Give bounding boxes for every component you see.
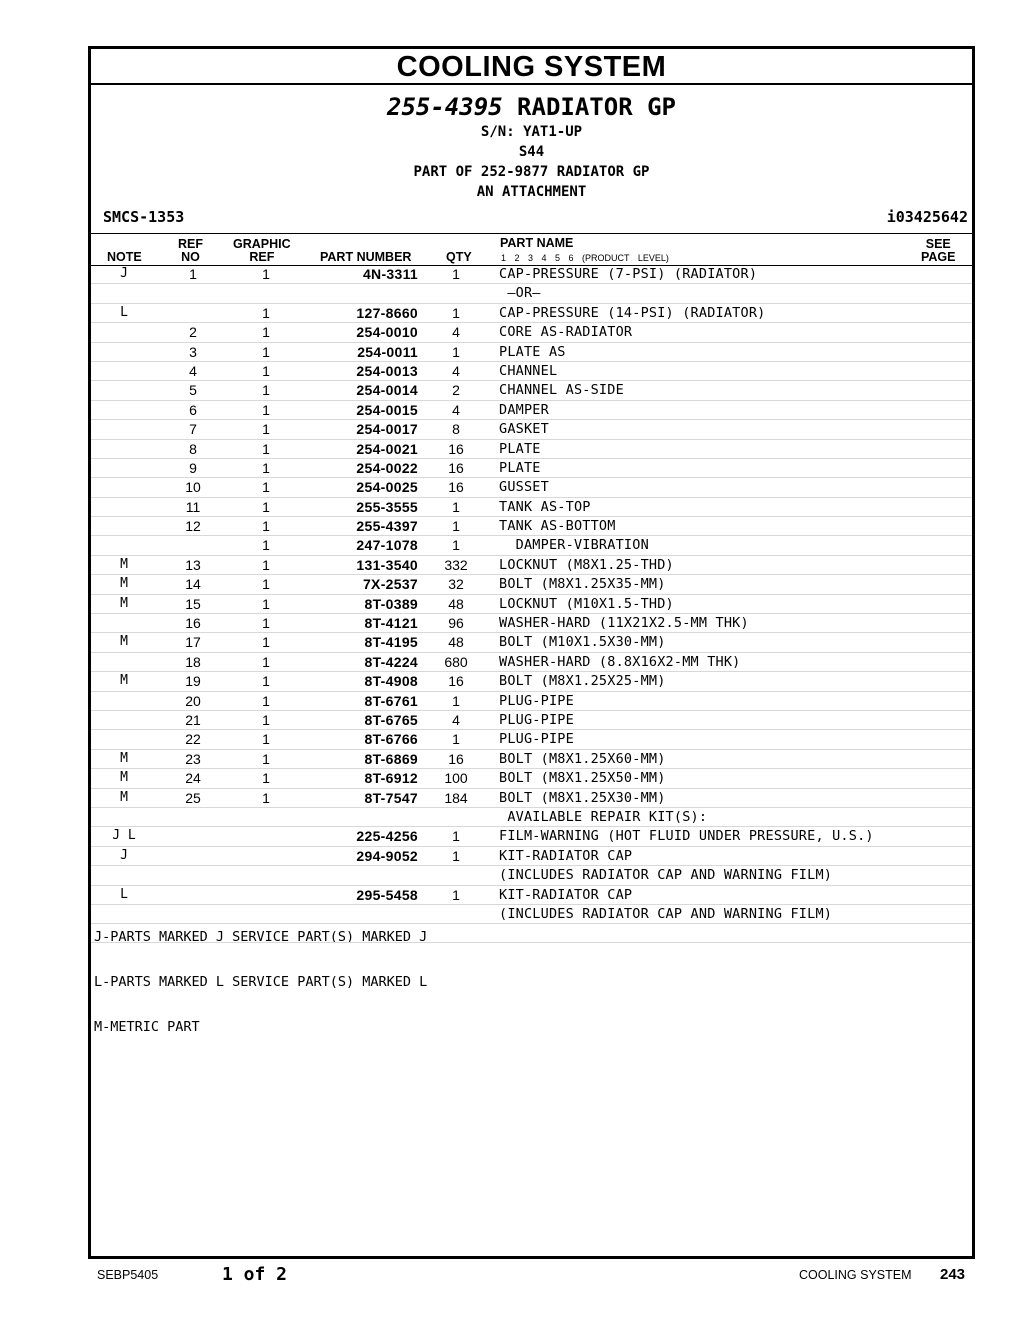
row-part-number: 254-0017: [356, 421, 418, 438]
row-graphic-ref: 1: [262, 556, 270, 573]
row-ref-no: 8: [189, 440, 197, 457]
col-part-name: PART NAME: [500, 236, 574, 250]
group-number: 255-4395: [387, 93, 503, 121]
row-graphic-ref: 1: [262, 615, 270, 632]
row-qty: 48: [448, 634, 464, 651]
row-qty: 680: [444, 653, 468, 670]
attachment-line: AN ATTACHMENT: [476, 184, 587, 200]
row-graphic-ref: 1: [262, 479, 270, 496]
row-part-name: PLATE AS: [499, 343, 566, 360]
row-graphic-ref: 1: [262, 692, 270, 709]
footer-section: COOLING SYSTEM: [799, 1268, 912, 1282]
row-part-number: 255-4397: [356, 518, 418, 535]
table-row: [91, 304, 972, 323]
row-part-number: 254-0015: [356, 401, 418, 418]
row-ref-no: 4: [189, 362, 197, 379]
row-graphic-ref: 1: [262, 421, 270, 438]
row-qty: 332: [444, 556, 468, 573]
table-row: [91, 847, 972, 866]
row-part-number: 294-9052: [356, 847, 418, 864]
row-part-number: 7X-2537: [362, 576, 418, 593]
row-qty: 184: [444, 789, 468, 806]
row-part-name: BOLT (M8X1.25X50-MM): [499, 770, 666, 787]
row-part-number: 8T-6761: [364, 692, 418, 709]
row-ref-no: 16: [185, 615, 201, 632]
row-qty: 1: [452, 537, 460, 554]
row-graphic-ref: 1: [262, 653, 270, 670]
row-graphic-ref: 1: [262, 750, 270, 767]
row-ref-no: 1: [189, 266, 197, 282]
row-note: M: [120, 770, 128, 786]
note-line: J-PARTS MARKED J SERVICE PART(S) MARKED J: [94, 929, 428, 945]
row-ref-no: 9: [189, 459, 197, 476]
table-row: [91, 362, 972, 381]
row-graphic-ref: 1: [262, 518, 270, 535]
row-graphic-ref: 1: [262, 711, 270, 728]
row-ref-no: 10: [185, 479, 201, 496]
row-graphic-ref: 1: [262, 266, 270, 282]
table-row: [91, 401, 972, 420]
row-part-number: 8T-6912: [364, 770, 418, 787]
row-part-number: 8T-7547: [364, 789, 418, 806]
row-graphic-ref: 1: [262, 673, 270, 690]
row-qty: 1: [452, 343, 460, 360]
row-part-name: PLATE: [499, 459, 541, 476]
row-part-number: 254-0022: [356, 459, 418, 476]
row-part-name: BOLT (M8X1.25X25-MM): [499, 673, 666, 690]
row-part-name: PLATE: [499, 440, 541, 457]
row-graphic-ref: 1: [262, 731, 270, 748]
row-part-name: CHANNEL AS-SIDE: [499, 382, 624, 399]
row-qty: 1: [452, 692, 460, 709]
row-qty: 1: [452, 731, 460, 748]
table-row: [91, 323, 972, 342]
row-part-name: BOLT (M8X1.25X60-MM): [499, 750, 666, 767]
row-part-number: 4N-3311: [362, 266, 418, 282]
row-graphic-ref: 1: [262, 770, 270, 787]
row-ref-no: 5: [189, 382, 197, 399]
serial-range: S/N: YAT1-UP: [480, 124, 583, 140]
table-row: [91, 595, 972, 614]
smcs-code: SMCS-1353: [103, 208, 185, 226]
col-graphic-ref: GRAPHIC REF: [233, 237, 291, 264]
table-row: [91, 420, 972, 439]
row-graphic-ref: 1: [262, 459, 270, 476]
row-qty: 96: [448, 615, 464, 632]
part-of-line: PART OF 252-9877 RADIATOR GP: [413, 164, 650, 180]
row-part-name: LOCKNUT (M10X1.5-THD): [499, 595, 674, 612]
row-qty: 1: [452, 498, 460, 515]
parts-page-frame: [88, 46, 975, 1259]
row-part-number: 8T-4908: [364, 673, 418, 690]
row-qty: 16: [448, 440, 464, 457]
row-part-number: 254-0011: [357, 343, 418, 360]
parts-table: [91, 265, 972, 924]
col-ref-no: REF NO: [178, 237, 203, 264]
row-ref-no: 2: [189, 324, 197, 341]
row-graphic-ref: 1: [262, 440, 270, 457]
row-qty: 32: [448, 576, 464, 593]
column-header-row: [91, 233, 972, 266]
row-part-number: 8T-0389: [364, 595, 418, 612]
table-row: [91, 536, 972, 555]
footer-page-of: 1 of 2: [222, 1264, 288, 1285]
footer-doc-number: SEBP5405: [97, 1268, 159, 1282]
row-qty: 16: [448, 479, 464, 496]
table-row: [91, 440, 972, 459]
row-qty: 4: [452, 711, 460, 728]
notes-block: [94, 900, 427, 1065]
row-part-number: 8T-4121: [364, 615, 418, 632]
row-ref-no: 24: [185, 770, 201, 787]
col-qty: QTY: [446, 250, 472, 264]
table-row: [91, 265, 972, 284]
row-part-number: 254-0021: [356, 440, 418, 457]
row-graphic-ref: 1: [262, 634, 270, 651]
row-qty: 1: [452, 828, 460, 845]
row-part-name: TANK AS-BOTTOM: [499, 518, 616, 535]
row-part-name: GUSSET: [499, 479, 549, 496]
row-qty: 100: [444, 770, 468, 787]
table-row: [91, 769, 972, 788]
row-part-name: BOLT (M8X1.25X35-MM): [499, 576, 666, 593]
row-part-name: CORE AS-RADIATOR: [499, 324, 633, 341]
table-row: [91, 343, 972, 362]
row-qty: 1: [452, 304, 460, 321]
row-part-number: 225-4256: [356, 828, 418, 845]
row-ref-no: 19: [185, 673, 201, 690]
row-part-number: 127-8660: [356, 304, 418, 321]
row-qty: 16: [448, 750, 464, 767]
row-part-name: KIT-RADIATOR CAP: [499, 847, 633, 864]
row-part-name: DAMPER-VIBRATION: [499, 537, 649, 554]
table-row: [91, 614, 972, 633]
table-row: [91, 633, 972, 652]
table-row: [91, 672, 972, 691]
table-row: [91, 730, 972, 749]
row-ref-no: 3: [189, 343, 197, 360]
row-part-name: PLUG-PIPE: [499, 692, 574, 709]
table-row: [91, 653, 972, 672]
row-part-name: CAP-PRESSURE (7-PSI) (RADIATOR): [499, 266, 758, 282]
row-part-number: 295-5458: [356, 886, 418, 903]
table-row: [91, 711, 972, 730]
table-row: [91, 575, 972, 594]
table-row: [91, 750, 972, 769]
row-part-number: 247-1078: [356, 537, 418, 554]
row-part-name: DAMPER: [499, 401, 549, 418]
row-graphic-ref: 1: [262, 343, 270, 360]
row-graphic-ref: 1: [262, 382, 270, 399]
row-ref-no: 20: [185, 692, 201, 709]
row-part-name: —OR—: [499, 285, 541, 302]
note-line: M-METRIC PART: [94, 1019, 200, 1035]
row-qty: 4: [452, 324, 460, 341]
row-part-number: 8T-6765: [364, 711, 418, 728]
row-qty: 48: [448, 595, 464, 612]
row-ref-no: 21: [185, 711, 201, 728]
row-note: M: [120, 556, 128, 572]
table-row: [91, 498, 972, 517]
row-qty: 16: [448, 673, 464, 690]
row-note: M: [120, 595, 128, 611]
row-qty: 4: [452, 362, 460, 379]
row-qty: 4: [452, 401, 460, 418]
table-row: [91, 284, 972, 303]
col-part-number: PART NUMBER: [320, 250, 412, 264]
row-ref-no: 12: [185, 518, 201, 535]
row-qty: 1: [452, 886, 460, 903]
table-row: [91, 517, 972, 536]
group-name: RADIATOR GP: [517, 93, 676, 121]
row-part-name: (INCLUDES RADIATOR CAP AND WARNING FILM): [499, 867, 833, 884]
table-row: [91, 478, 972, 497]
note-line: L-PARTS MARKED L SERVICE PART(S) MARKED L: [94, 974, 428, 990]
footer-page-number: 243: [940, 1266, 966, 1283]
row-part-name: GASKET: [499, 421, 549, 438]
col-product-levels: 1 2 3 4 5 6 (PRODUCT LEVEL): [501, 253, 669, 263]
row-note: M: [120, 634, 128, 650]
row-graphic-ref: 1: [262, 401, 270, 418]
row-note: J: [120, 266, 128, 281]
row-graphic-ref: 1: [262, 304, 270, 321]
table-row: [91, 866, 972, 885]
row-part-name: LOCKNUT (M8X1.25-THD): [499, 556, 674, 573]
row-part-name: BOLT (M10X1.5X30-MM): [499, 634, 666, 651]
row-part-number: 131-3540: [356, 556, 418, 573]
row-ref-no: 13: [185, 556, 201, 573]
table-row: [91, 381, 972, 400]
row-graphic-ref: 1: [262, 576, 270, 593]
row-part-name: WASHER-HARD (8.8X16X2-MM THK): [499, 653, 741, 670]
row-part-number: 254-0010: [356, 324, 418, 341]
row-graphic-ref: 1: [262, 537, 270, 554]
row-note: M: [120, 673, 128, 689]
row-ref-no: 11: [185, 498, 201, 515]
row-part-name: (INCLUDES RADIATOR CAP AND WARNING FILM): [499, 905, 833, 922]
row-part-name: KIT-RADIATOR CAP: [499, 886, 633, 903]
row-part-number: 254-0013: [356, 362, 418, 379]
row-note: J: [120, 847, 128, 863]
row-note: M: [120, 750, 128, 766]
row-part-name: BOLT (M8X1.25X30-MM): [499, 789, 666, 806]
table-row: [91, 556, 972, 575]
row-ref-no: 22: [185, 731, 201, 748]
notes-divider: [91, 942, 972, 943]
row-ref-no: 6: [189, 401, 197, 418]
row-qty: 2: [452, 382, 460, 399]
section-title: COOLING SYSTEM: [91, 49, 972, 85]
col-note: NOTE: [107, 250, 142, 264]
row-part-name: TANK AS-TOP: [499, 498, 591, 515]
table-row: [91, 459, 972, 478]
row-part-number: 8T-6869: [364, 750, 418, 767]
table-row: [91, 808, 972, 827]
row-ref-no: 25: [185, 789, 201, 806]
row-ref-no: 7: [189, 421, 197, 438]
row-qty: 16: [448, 459, 464, 476]
row-part-name: FILM-WARNING (HOT FLUID UNDER PRESSURE, U.S.): [499, 828, 874, 845]
row-note: L: [120, 886, 128, 902]
row-qty: 1: [452, 847, 460, 864]
row-part-name: PLUG-PIPE: [499, 731, 574, 748]
row-part-name: WASHER-HARD (11X21X2.5-MM THK): [499, 615, 749, 632]
row-part-number: 8T-4195: [364, 634, 418, 651]
row-ref-no: 14: [185, 576, 201, 593]
row-part-number: 255-3555: [356, 498, 418, 515]
row-qty: 1: [452, 518, 460, 535]
row-graphic-ref: 1: [262, 324, 270, 341]
row-part-number: 8T-6766: [364, 731, 418, 748]
row-note: M: [120, 789, 128, 805]
row-part-name: CHANNEL: [499, 362, 558, 379]
row-ref-no: 18: [185, 653, 201, 670]
table-row: [91, 692, 972, 711]
table-row: [91, 827, 972, 846]
row-ref-no: 15: [185, 595, 201, 612]
row-note: M: [120, 576, 128, 592]
row-graphic-ref: 1: [262, 498, 270, 515]
col-see-page: SEE PAGE: [921, 237, 956, 264]
table-row: [91, 789, 972, 808]
row-part-name: AVAILABLE REPAIR KIT(S):: [499, 808, 708, 825]
row-ref-no: 17: [185, 634, 201, 651]
illustration-id: i03425642: [886, 208, 968, 226]
row-part-number: 8T-4224: [364, 653, 418, 670]
row-note: J L: [112, 828, 136, 844]
row-part-number: 254-0025: [356, 479, 418, 496]
row-graphic-ref: 1: [262, 595, 270, 612]
row-note: L: [120, 304, 128, 320]
product-code: S44: [518, 144, 545, 160]
row-qty: 1: [452, 266, 460, 282]
row-graphic-ref: 1: [262, 789, 270, 806]
row-graphic-ref: 1: [262, 362, 270, 379]
group-title: [91, 93, 972, 121]
row-qty: 8: [452, 421, 460, 438]
row-ref-no: 23: [185, 750, 201, 767]
row-part-number: 254-0014: [356, 382, 418, 399]
row-part-name: CAP-PRESSURE (14-PSI) (RADIATOR): [499, 304, 766, 321]
row-part-name: PLUG-PIPE: [499, 711, 574, 728]
